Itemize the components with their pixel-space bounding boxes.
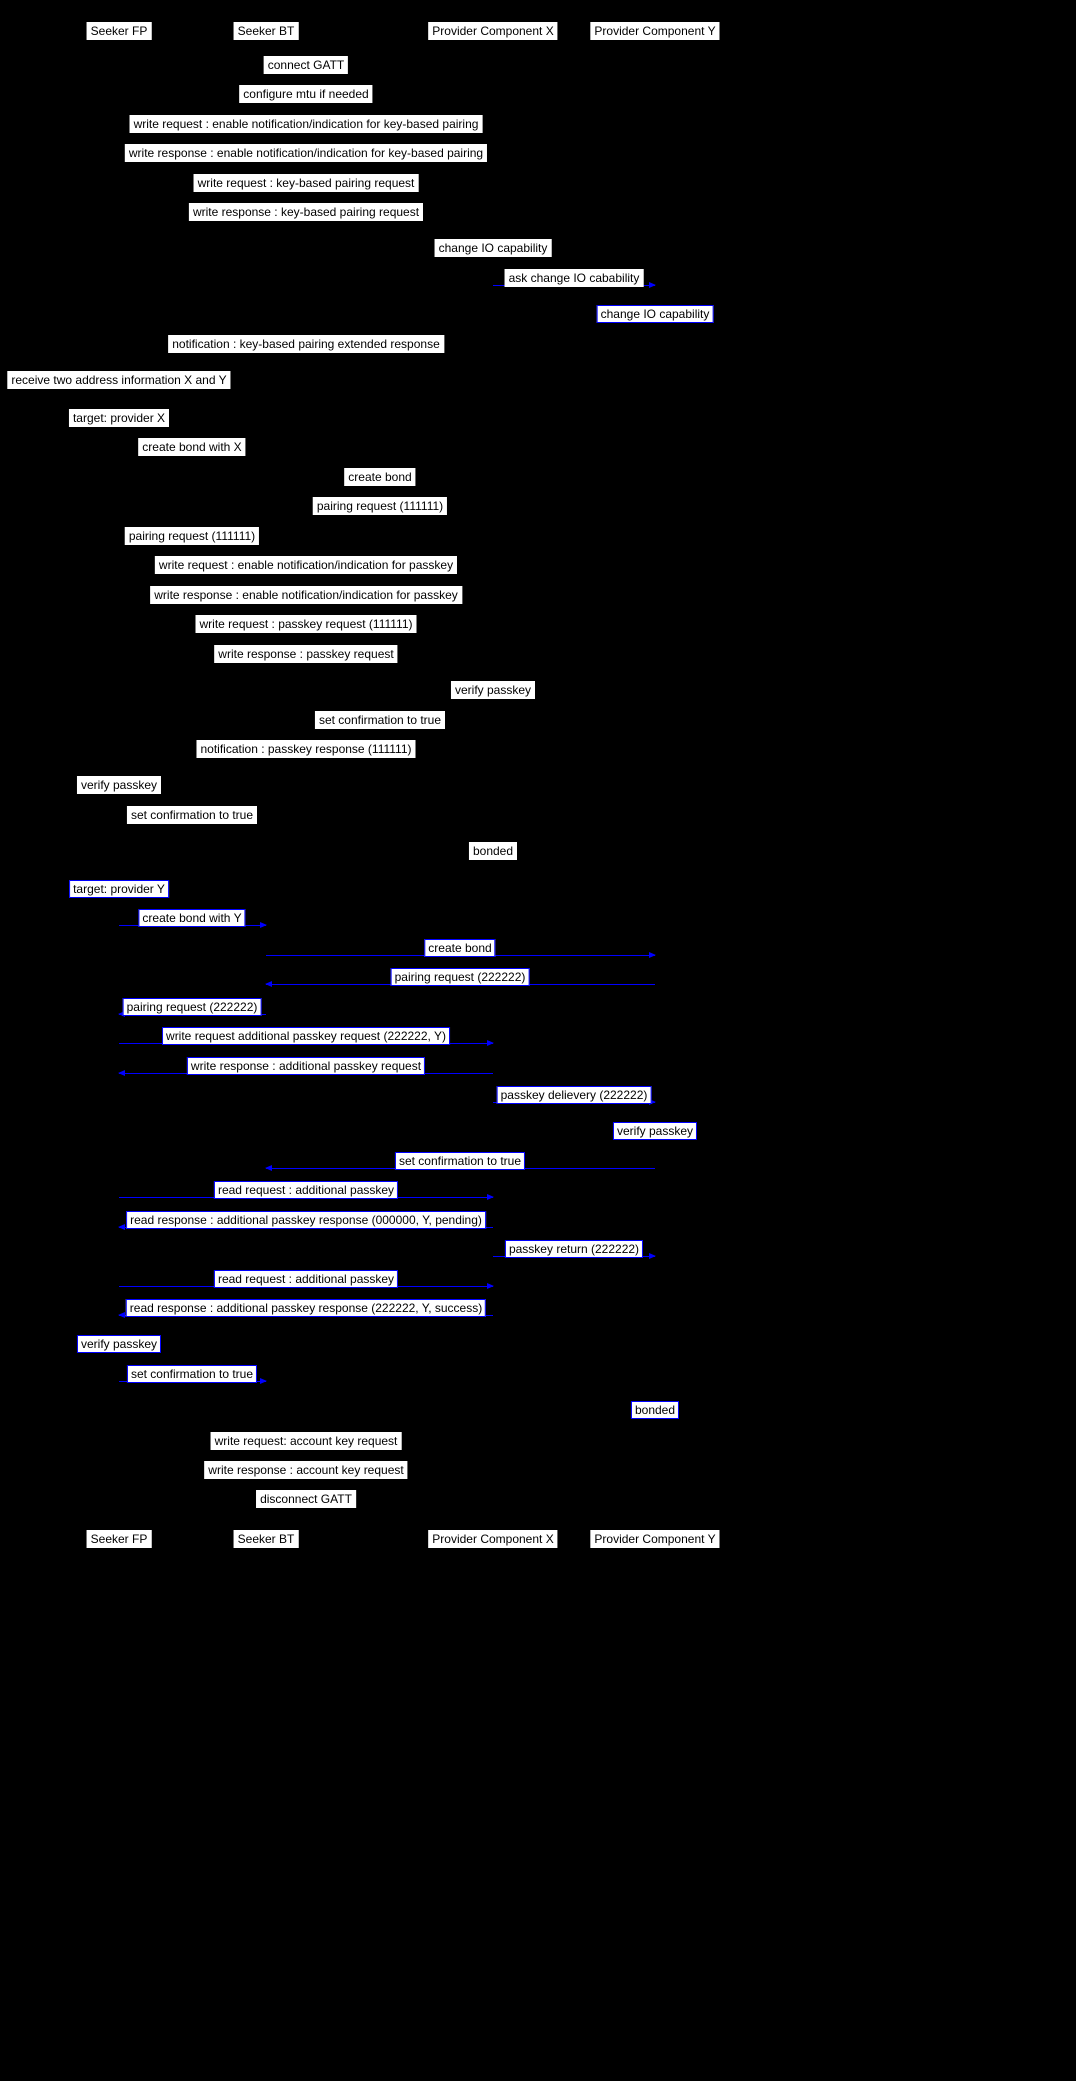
- msg-write-response-passkey-request: write response : passkey request: [214, 645, 397, 663]
- msg-create-bond-y: create bond: [424, 939, 495, 957]
- msg-write-response-additional-passkey-request: write response : additional passkey request: [187, 1057, 425, 1075]
- msg-configure-mtu: configure mtu if needed: [239, 85, 372, 103]
- msg-read-response-additional-passkey-success: read response : additional passkey response (222222, Y, success): [126, 1299, 486, 1317]
- msg-ask-change-io-capability: ask change IO cabability: [505, 269, 644, 287]
- msg-read-request-additional-passkey-2: read request : additional passkey: [214, 1270, 398, 1288]
- msg-write-request-additional-passkey-request: write request additional passkey request (222222, Y): [162, 1027, 450, 1045]
- msg-change-io-capability-y: change IO capability: [597, 305, 714, 323]
- msg-verify-passkey-y: verify passkey: [613, 1122, 697, 1140]
- msg-create-bond-x: create bond: [344, 468, 415, 486]
- lifeline-label-seeker-fp-footer: Seeker FP: [87, 1530, 152, 1548]
- msg-read-response-additional-passkey-pending: read response : additional passkey response (000000, Y, pending): [126, 1211, 486, 1229]
- msg-set-confirmation-true-y: set confirmation to true: [395, 1152, 525, 1170]
- msg-write-request-enable-notification-passkey: write request : enable notification/indication for passkey: [155, 556, 457, 574]
- msg-set-confirmation-true-x: set confirmation to true: [315, 711, 445, 729]
- msg-write-response-enable-notification-passkey: write response : enable notification/indication for passkey: [150, 586, 462, 604]
- lifeline-label-seeker-fp-header: Seeker FP: [87, 22, 152, 40]
- msg-write-request-key-based-pairing: write request : key-based pairing request: [194, 174, 419, 192]
- msg-create-bond-with-x: create bond with X: [138, 438, 245, 456]
- msg-notification-passkey-response-111111: notification : passkey response (111111): [196, 740, 415, 758]
- msg-verify-passkey-fp-2: verify passkey: [77, 1335, 161, 1353]
- msg-create-bond-with-y: create bond with Y: [138, 909, 245, 927]
- msg-passkey-return-222222: passkey return (222222): [505, 1240, 643, 1258]
- msg-pairing-request-111111-bt: pairing request (111111): [313, 497, 447, 515]
- msg-set-confirmation-true-fp-2: set confirmation to true: [127, 1365, 257, 1383]
- msg-verify-passkey-x: verify passkey: [451, 681, 535, 699]
- msg-verify-passkey-fp-1: verify passkey: [77, 776, 161, 794]
- msg-read-request-additional-passkey-1: read request : additional passkey: [214, 1181, 398, 1199]
- msg-pairing-request-222222-fp: pairing request (222222): [123, 998, 262, 1016]
- msg-target-provider-x: target: provider X: [69, 409, 169, 427]
- msg-receive-two-address-information: receive two address information X and Y: [7, 371, 230, 389]
- lifeline-label-seeker-bt-footer: Seeker BT: [234, 1530, 299, 1548]
- lifeline-label-provider-component-x-footer: Provider Component X: [428, 1530, 557, 1548]
- msg-write-request-enable-notification-key-based: write request : enable notification/indication for key-based pairing: [130, 115, 483, 133]
- msg-set-confirmation-true-fp-1: set confirmation to true: [127, 806, 257, 824]
- lifeline-label-provider-component-y-footer: Provider Component Y: [590, 1530, 719, 1548]
- msg-bonded-y: bonded: [631, 1401, 679, 1419]
- msg-notification-key-based-extended-response: notification : key-based pairing extended response: [168, 335, 444, 353]
- msg-write-response-key-based-pairing: write response : key-based pairing request: [189, 203, 423, 221]
- msg-write-response-enable-notification-key-based: write response : enable notification/indication for key-based pairing: [125, 144, 487, 162]
- msg-write-request-account-key-request: write request: account key request: [211, 1432, 402, 1450]
- msg-write-request-passkey-request-111111: write request : passkey request (111111): [196, 615, 417, 633]
- msg-change-io-capability-x: change IO capability: [435, 239, 552, 257]
- lifeline-label-seeker-bt-header: Seeker BT: [234, 22, 299, 40]
- lifeline-label-provider-component-x-header: Provider Component X: [428, 22, 557, 40]
- msg-passkey-delievery-222222: passkey delievery (222222): [497, 1086, 652, 1104]
- lifeline-label-provider-component-y-header: Provider Component Y: [590, 22, 719, 40]
- msg-disconnect-gatt: disconnect GATT: [256, 1490, 356, 1508]
- msg-connect-gatt: connect GATT: [264, 56, 348, 74]
- msg-pairing-request-111111-fp: pairing request (111111): [125, 527, 259, 545]
- msg-bonded-x: bonded: [469, 842, 517, 860]
- msg-write-response-account-key-request: write response : account key request: [204, 1461, 407, 1479]
- msg-target-provider-y: target: provider Y: [69, 880, 169, 898]
- msg-pairing-request-222222-bt: pairing request (222222): [391, 968, 530, 986]
